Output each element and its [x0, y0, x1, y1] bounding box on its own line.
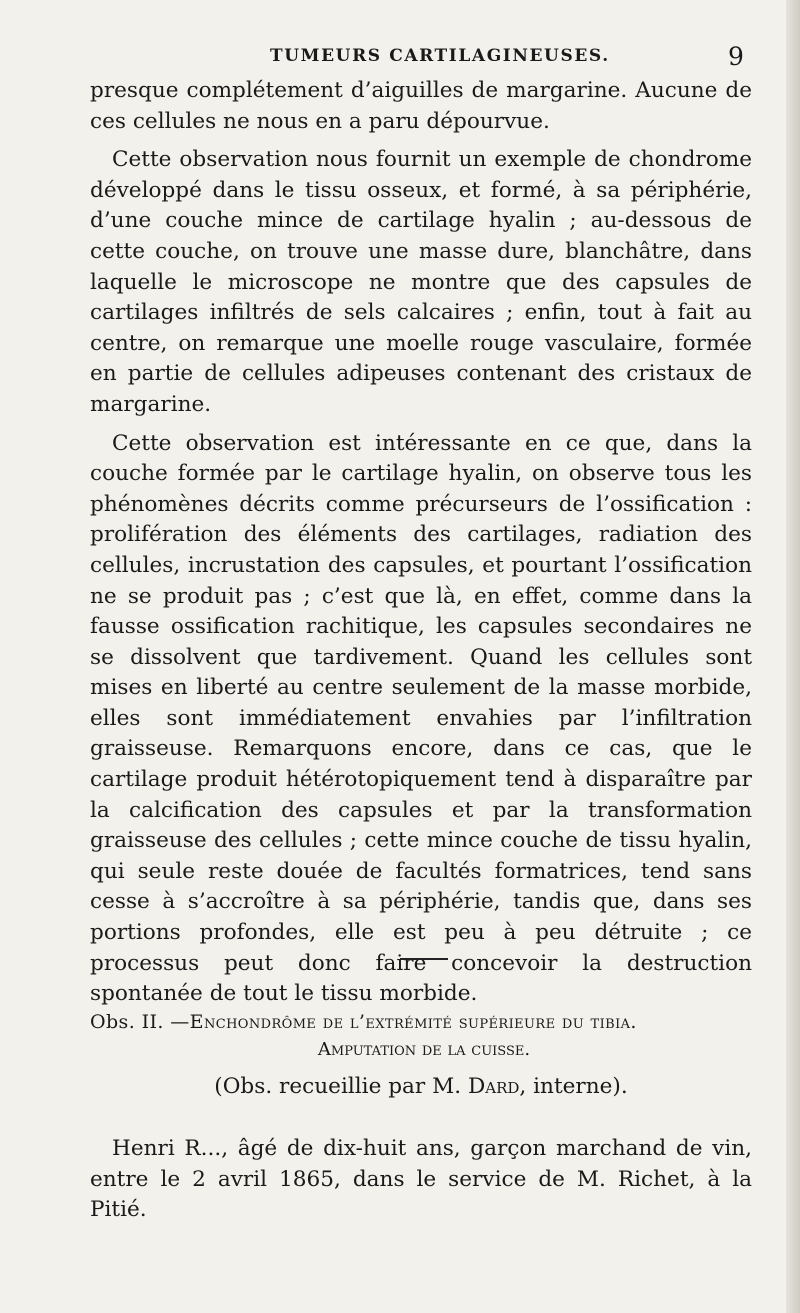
- observation-title-line: [90, 1008, 752, 1036]
- body-text: [90, 76, 752, 1010]
- source-suffix: , interne).: [519, 1074, 628, 1099]
- source-author: Dard: [467, 1074, 520, 1099]
- section-divider: [400, 958, 448, 960]
- running-title: TUMEURS CARTILAGINEUSES.: [270, 46, 610, 66]
- paragraph-1: presque complétement d’aiguilles de margarine. Aucune de ces cellules ne nous en a paru dépourvue.: [90, 78, 752, 134]
- scan-edge-shadow: [786, 0, 800, 1313]
- observation-title: —Enchondrôme de l’extrémité supérieure du tibia.: [170, 1011, 637, 1033]
- observation-subtitle: Amputation de la cuisse.: [317, 1039, 531, 1060]
- page-header: [0, 42, 800, 72]
- observation-heading: [90, 1008, 752, 1064]
- source-prefix: (Obs. recueillie par M.: [214, 1074, 468, 1099]
- paragraph-3: Cette observation est intéressante en ce que, dans la couche formée par le cartilage hyalin, on observe tous les phénomènes décrits comme précurseurs de l’ossification : prolifération des éléments des cartilages, radiation des cellules, incrustation des capsules, et pourtant l’ossification ne se produit pas ; c’est que là, en effet, comme dans la fausse ossification rachitique, les capsules secondaires ne se dissolvent que tardivement. Quand les cellules sont mises en liberté au centre seulement de la masse morbide, elles sont immédiatement envahies par l’infiltration graisseuse. Remarquons encore, dans ce cas, que le cartilage produit hétérotopiquement tend à disparaître par la calcification des capsules et par la transformation graisseuse des cellules ; cette mince couche de tissu hyalin, qui seule reste douée de facultés formatrices, tend sans cesse à s’accroître à sa périphérie, tandis que, dans ses portions profondes, elle est peu à peu détruite ; ce processus peut donc faire concevoir la destruction spontanée de tout le tissu morbide.: [90, 430, 752, 1007]
- paragraph-2: Cette observation nous fournit un exemple de chondrome développé dans le tissu osseux, et formé, à sa périphérie, d’une couche mince de cartilage hyalin ; au-dessous de cette couche, on trouve une masse dure, blanchâtre, dans laquelle le microscope ne montre que des capsules de cartilages infiltrés de sels calcaires ; enfin, tout à fait au centre, on remarque une moelle rouge vasculaire, formée en partie de cellules adipeuses contenant des cristaux de margarine.: [90, 147, 752, 417]
- observation-label: Obs. II.: [90, 1011, 164, 1033]
- observation-source: [90, 1074, 752, 1099]
- page-number: 9: [728, 42, 744, 71]
- case-text: [90, 1134, 752, 1226]
- case-paragraph: Henri R..., âgé de dix-huit ans, garçon marchand de vin, entre le 2 avril 1865, dans le service de M. Richet, à la Pitié.: [90, 1136, 752, 1223]
